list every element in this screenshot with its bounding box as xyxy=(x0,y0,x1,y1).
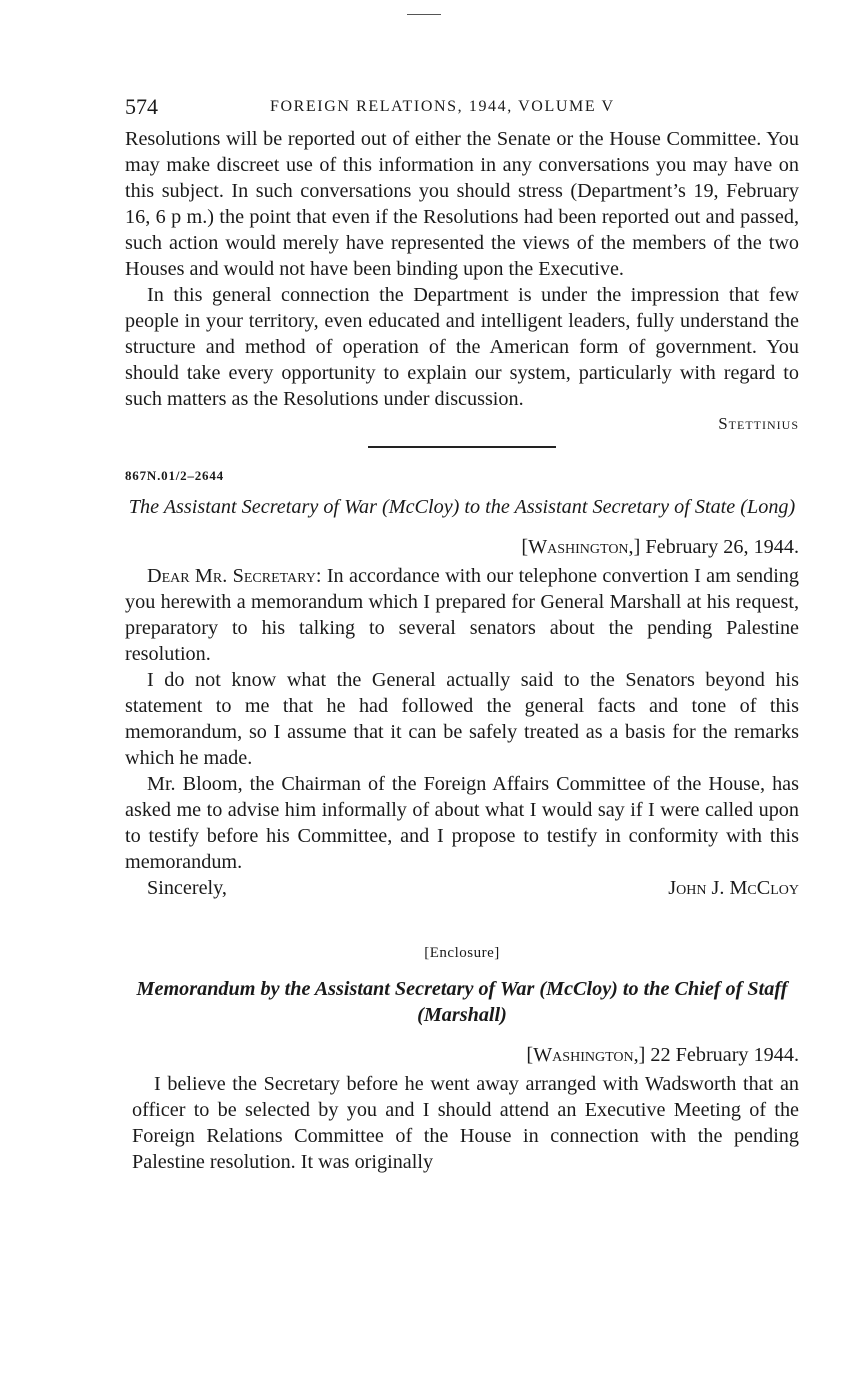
memo-dateline-date: 22 February 1944. xyxy=(650,1044,799,1066)
running-head xyxy=(125,92,799,126)
page-number: 574 xyxy=(125,94,158,119)
continuation-paragraph-2: In this general connection the Department is under the impression that few people in your territory, even educated and intelligent leaders, fully understand the structure and method of operation of the American form of government. You should take every opportunity to explain our system, particularly with regard to such matters as the Resolutions under discussion. xyxy=(125,284,799,410)
letter-paragraph-2: I do not know what the General actually said to the Senators beyond his statement to me that he had followed the general facts and tone of this memorandum, so I assume that it can be safely treated as a basis for the remarks which he made. xyxy=(125,669,799,769)
memo-paragraph-1: I believe the Secretary before he went away arranged with Wadsworth that an officer to be selected by you and I should attend an Executive Meeting of the Foreign Relations Committee of the House in connection with the pending Palestine resolution. It was originally xyxy=(132,1073,799,1173)
closing-word: Sincerely, xyxy=(147,877,227,899)
letter-paragraph-1 xyxy=(125,563,799,667)
letter-paragraph-1-text: In accordance with our telephone convertion I am sending you herewith a memorandum which I prepared for General Marshall at his request, preparatory to his talking to several senators about the pending Palestine resolution. xyxy=(125,565,799,665)
letter-closing xyxy=(125,875,799,901)
signature-stettinius: Stettinius xyxy=(718,414,799,433)
letter-title: The Assistant Secretary of War (McCloy) to the Assistant Secretary of State (Long) xyxy=(128,496,796,518)
memo-dateline-place: [Washington,] xyxy=(526,1044,646,1066)
file-number: 867N.01/2–2644 xyxy=(125,468,224,483)
enclosure-label: [Enclosure] xyxy=(424,945,500,961)
page-content xyxy=(125,92,799,1175)
continuation-paragraph-1: Resolutions will be reported out of either the Senate or the House Committee. You may make discreet use of this information in any conversations you may have on this subject. In such conversations you should stress (Department’s 19, February 16, 6 p m.) the point that even if the Resolutions had been reported out and passed, such action would merely have represented the views of the members of the two Houses and would not have been binding upon the Executive. xyxy=(125,128,799,280)
top-rule xyxy=(407,14,441,15)
letter-paragraph-3: Mr. Bloom, the Chairman of the Foreign Affairs Committee of the House, has asked me to advise him informally of about what I would say if I were called upon to testify before his Committee, and I propose to testify in conformity with this memorandum. xyxy=(125,773,799,873)
letter-dateline-place: [Washington,] xyxy=(521,536,641,558)
memo-dateline xyxy=(132,1044,799,1067)
signature-mccloy: John J. McCloy xyxy=(668,877,799,899)
salutation: Dear Mr. Secretary: xyxy=(147,565,322,587)
memo-title: Memorandum by the Assistant Secretary of War (McCloy) to the Chief of Staff (Marshall) xyxy=(136,978,788,1026)
section-separator xyxy=(368,446,556,448)
letter-dateline xyxy=(125,536,799,559)
memo-body xyxy=(132,1044,799,1175)
running-title: FOREIGN RELATIONS, 1944, VOLUME V xyxy=(270,98,615,115)
letter-dateline-date: February 26, 1944. xyxy=(645,536,799,558)
